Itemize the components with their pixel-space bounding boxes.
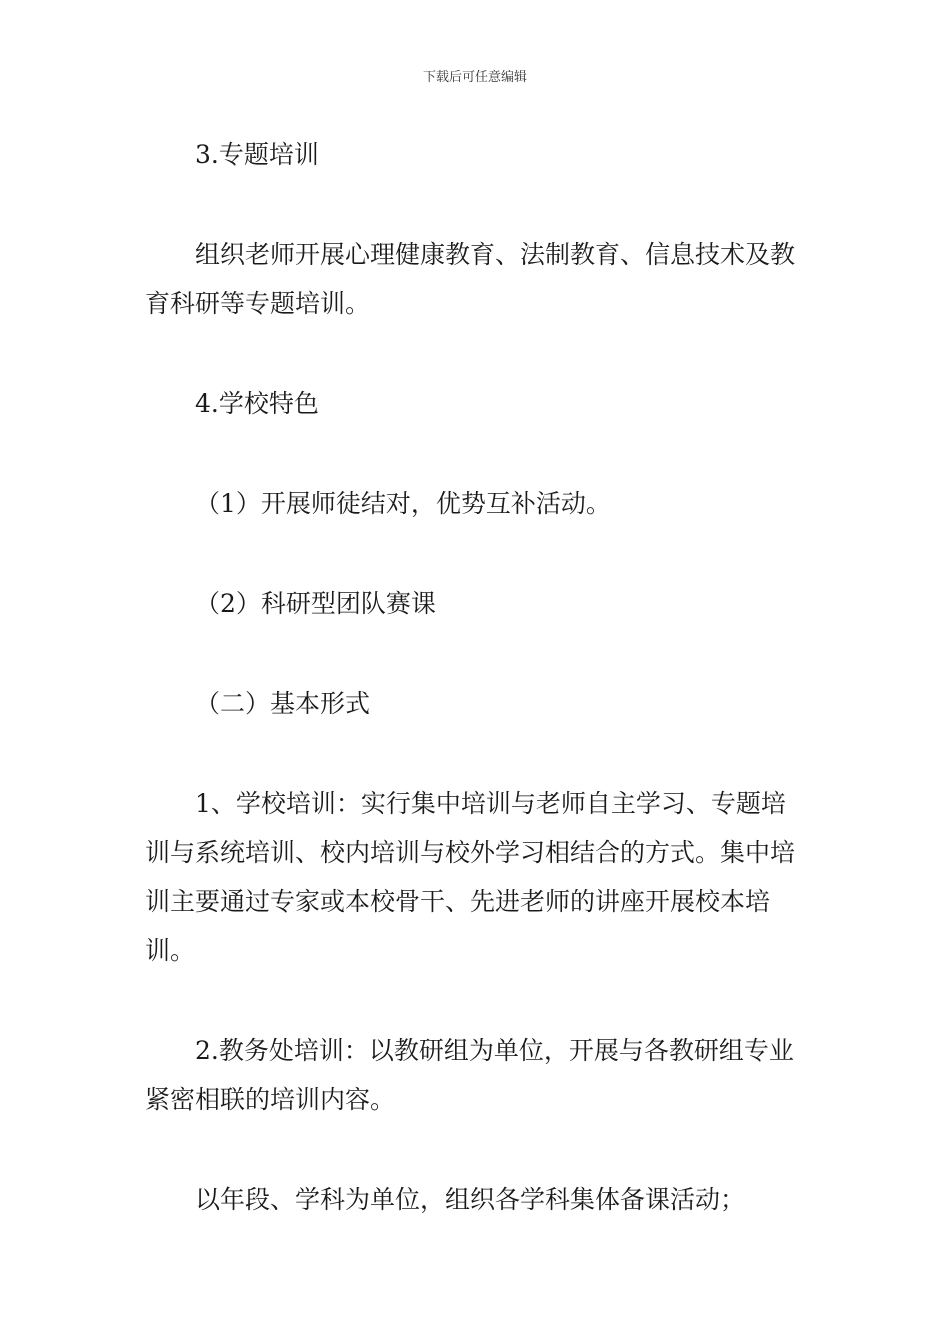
page-header-note: 下载后可任意编辑 [422, 70, 527, 85]
section-heading-topic-training: 3.专题培训 [195, 140, 319, 169]
list-item-mentor-pairing: （1）开展师徒结对，优势互补活动。 [195, 489, 611, 518]
paragraph-collective-lesson-prep: 以年段、学科为单位，组织各学科集体备课活动； [195, 1185, 746, 1214]
list-item-team-contest: （2）科研型团队赛课 [195, 589, 436, 618]
paragraph-topic-training: 组织老师开展心理健康教育、法制教育、信息技术及教育科研等专题培训。 [145, 240, 796, 318]
section-heading-basic-form: （二）基本形式 [195, 689, 371, 718]
document-body [145, 130, 810, 1224]
paragraph-school-training: 1、学校培训：实行集中培训与老师自主学习、专题培训与系统培训、校内培训与校外学习相结合的方式。集中培训主要通过专家或本校骨干、先进老师的讲座开展校本培训。 [145, 789, 796, 965]
section-heading-school-feature: 4.学校特色 [195, 389, 319, 418]
paragraph-academic-office-training: 2.教务处培训：以教研组为单位，开展与各教研组专业紧密相联的培训内容。 [145, 1036, 794, 1114]
